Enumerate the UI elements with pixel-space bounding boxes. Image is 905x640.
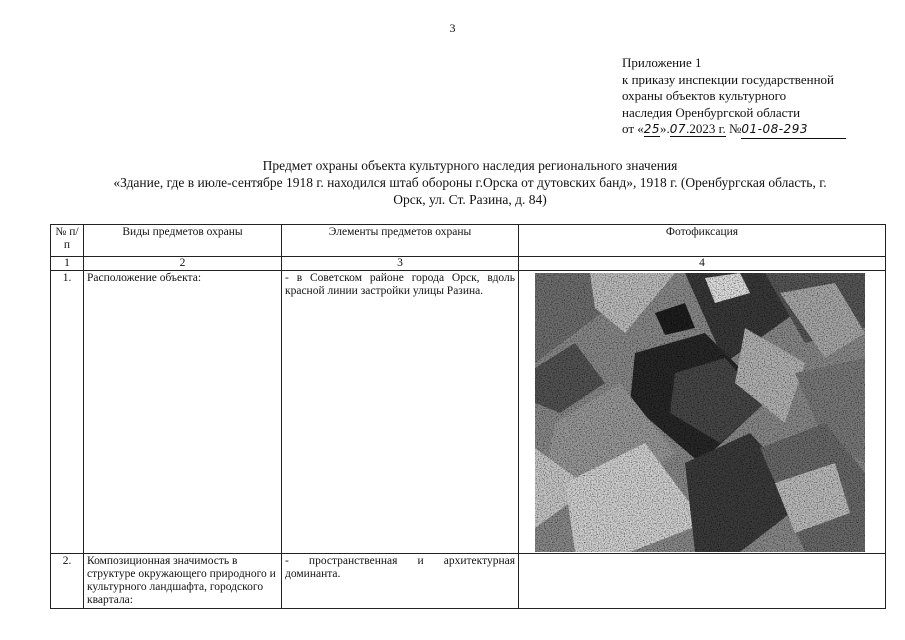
date-prefix: от « bbox=[622, 121, 644, 136]
column-number-row bbox=[51, 257, 886, 271]
date-month: 07 bbox=[669, 122, 687, 136]
document-title bbox=[40, 157, 900, 208]
row-number: 2. bbox=[51, 554, 84, 609]
protection-elements: - в Советском районе города Орск, вдоль красной линии застройки улицы Разина. bbox=[282, 271, 519, 554]
date-year: .2023 г. bbox=[686, 121, 726, 136]
table-row bbox=[51, 554, 886, 609]
aerial-photo bbox=[535, 273, 865, 552]
appendix-line-1: Приложение 1 bbox=[622, 55, 702, 70]
date-mid: ». bbox=[660, 121, 670, 136]
protection-elements: - пространственная и архитектурная доминанта. bbox=[282, 554, 519, 609]
column-number: 3 bbox=[282, 257, 519, 271]
protection-type: Расположение объекта: bbox=[84, 271, 282, 554]
date-day: 25 bbox=[643, 122, 661, 136]
row-number: 1. bbox=[51, 271, 84, 554]
protection-subject-table bbox=[50, 224, 886, 609]
order-date-number-line bbox=[622, 121, 902, 139]
page-number: 3 bbox=[449, 21, 456, 35]
photo-cell-empty bbox=[519, 554, 886, 609]
column-number: 2 bbox=[84, 257, 282, 271]
number-prefix: № bbox=[728, 121, 742, 136]
appendix-block bbox=[622, 55, 902, 139]
column-number: 1 bbox=[51, 257, 84, 271]
title-line-1: Предмет охраны объекта культурного наследия регионального значения bbox=[262, 158, 678, 173]
table-row bbox=[51, 271, 886, 554]
header-protection-types: Виды предметов охраны bbox=[84, 225, 282, 257]
photo-cell bbox=[519, 271, 886, 554]
header-photo: Фотофиксация bbox=[519, 225, 886, 257]
appendix-line-2: к приказу инспекции государственной bbox=[622, 71, 834, 87]
column-number: 4 bbox=[519, 257, 886, 271]
order-number: 01-08-293 bbox=[741, 121, 846, 139]
title-line-3: Орск, ул. Ст. Разина, д. 84) bbox=[393, 192, 547, 207]
title-line-2: «Здание, где в июле-сентябре 1918 г. находился штаб обороны г.Орска от дутовских банд», 1918 г. (Оренбургская область, г. bbox=[113, 175, 827, 190]
header-protection-elements: Элементы предметов охраны bbox=[282, 225, 519, 257]
header-number: № п/п bbox=[51, 225, 84, 257]
table-header-row bbox=[51, 225, 886, 257]
protection-type: Композиционная значимость в структуре окружающего природного и культурного ландшафта, городского квартала: bbox=[84, 554, 282, 609]
appendix-line-3: охраны объектов культурного bbox=[622, 88, 787, 103]
appendix-line-4: наследия Оренбургской области bbox=[622, 104, 801, 120]
